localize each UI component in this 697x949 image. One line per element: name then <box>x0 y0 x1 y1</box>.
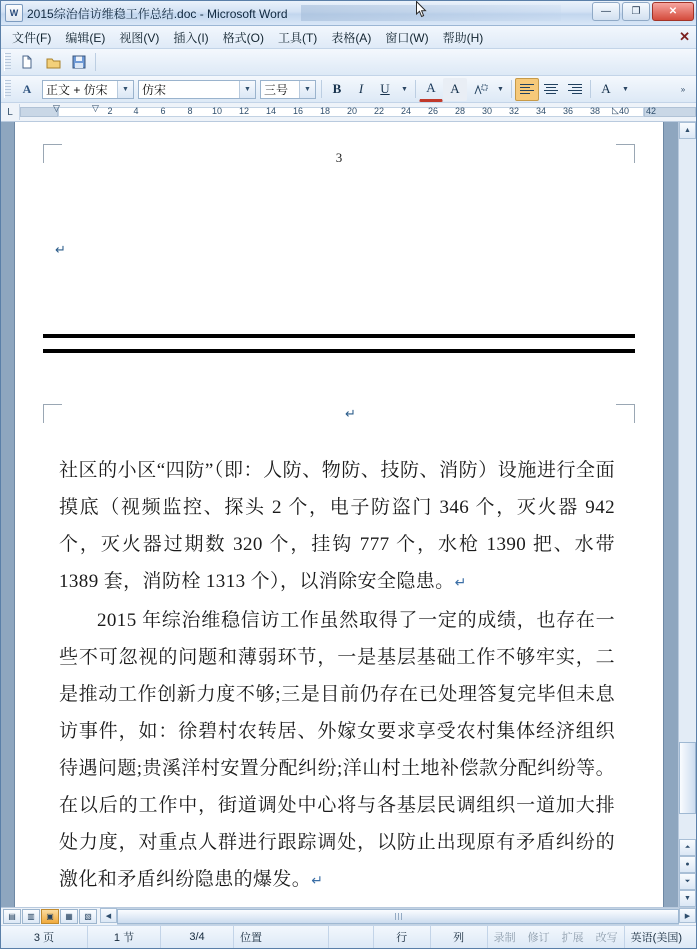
window-controls <box>592 2 694 21</box>
body-start-pilcrow: ↵ <box>345 406 356 421</box>
paragraph-pilcrow: ↵ <box>311 874 324 889</box>
menu-view[interactable]: 视图(V) <box>119 30 160 45</box>
left-indent-marker[interactable]: ▽ <box>92 103 99 113</box>
character-border-chevron-down-icon[interactable]: ▼ <box>497 85 504 93</box>
body-marker-top-left <box>43 404 62 423</box>
scroll-thumb-grip-icon <box>395 913 402 920</box>
next-page-button[interactable]: ⏷ <box>679 873 696 890</box>
toolbar-overflow <box>670 78 696 101</box>
toolbar-separator-2 <box>321 80 322 98</box>
underline-button[interactable]: U <box>380 81 390 96</box>
ruler-tick: 32 <box>508 106 520 116</box>
maximize-button[interactable]: ❐ <box>622 2 650 21</box>
style-combo[interactable] <box>42 80 134 99</box>
right-indent-marker[interactable]: ◺ <box>612 105 619 115</box>
paragraph-text: 2015 年综治维稳信访工作虽然取得了一定的成绩，也存在一些不可忽视的问题和薄弱环节，一是基层基础工作不够牢实，二是推动工作创新力度不够;三是目前仍存在已处理答复完毕但未息访事件，如：徐碧村农转居、外嫁女要求享受农村集体经济组织待遇问题;贵溪洋村安置分配纠纷;洋山村土地补偿款分配纠纷等。在以后的工作中，街道调处中心将与各基层民调组织一道加大排处力度，对重点人群进行跟踪调处，以防止出现原有矛盾纠纷的激化和矛盾纠纷隐患的爆发。 <box>59 610 615 890</box>
ruler-tick: 6 <box>160 106 166 116</box>
font-size-combo-chevron-down-icon[interactable]: ▼ <box>299 81 315 98</box>
scroll-down-button[interactable]: ▼ <box>679 890 696 907</box>
toolbar-grip[interactable] <box>4 53 11 71</box>
ruler-tick: 18 <box>319 106 331 116</box>
character-shading-button[interactable]: A <box>443 78 467 101</box>
font-combo-chevron-down-icon[interactable]: ▼ <box>239 81 255 98</box>
view-buttons <box>1 908 98 925</box>
ruler-tick: 14 <box>265 106 277 116</box>
paragraph <box>59 602 615 900</box>
status-page: 3 页 <box>1 926 88 948</box>
font-combo-value: 仿宋 <box>142 82 167 97</box>
align-left-icon <box>520 84 534 95</box>
document-body[interactable] <box>59 452 615 900</box>
toolbar-separator-5 <box>590 80 591 98</box>
menu-format[interactable]: 格式(O) <box>222 30 264 45</box>
ruler-tick: 38 <box>589 106 601 116</box>
status-column: 列 <box>431 926 488 948</box>
close-document-icon[interactable]: ✕ <box>679 29 690 44</box>
status-overtype[interactable]: 改写 <box>590 926 625 948</box>
status-line: 行 <box>374 926 431 948</box>
menu-table[interactable]: 表格(A) <box>331 30 372 45</box>
styles-button[interactable]: A <box>601 81 611 96</box>
open-folder-icon[interactable] <box>41 51 65 74</box>
word-doc-icon: W <box>5 4 23 22</box>
toolbar-separator-4 <box>511 80 512 98</box>
first-line-indent-marker[interactable]: ▽ <box>53 103 60 113</box>
ruler-tick: 22 <box>373 106 385 116</box>
font-size-combo[interactable] <box>260 80 316 99</box>
align-center-icon <box>544 84 558 95</box>
font-size-combo-value: 三号 <box>264 82 289 97</box>
ruler-tick: 34 <box>535 106 547 116</box>
document-page[interactable] <box>15 122 663 907</box>
reading-view-button[interactable]: ▧ <box>79 909 97 924</box>
status-spacer <box>329 926 374 948</box>
align-center-button[interactable] <box>539 78 563 101</box>
web-layout-view-button[interactable]: ▥ <box>22 909 40 924</box>
vertical-scroll-thumb[interactable] <box>679 742 696 814</box>
previous-page-button[interactable]: ⏶ <box>679 839 696 856</box>
status-record-macro[interactable]: 录制 <box>493 932 516 944</box>
ruler-tick: 26 <box>427 106 439 116</box>
header-rule <box>43 334 635 353</box>
menu-tools[interactable]: 工具(T) <box>277 30 318 45</box>
align-left-button[interactable] <box>515 78 539 101</box>
print-layout-view-button[interactable]: ▣ <box>41 909 59 924</box>
paragraph <box>59 452 615 602</box>
status-language[interactable]: 英语(美国) <box>630 932 682 944</box>
toolbar-separator-3 <box>415 80 416 98</box>
horizontal-scroll-thumb[interactable] <box>117 909 679 924</box>
toolbar-options-icon[interactable]: » <box>680 84 686 94</box>
ruler-strip[interactable] <box>20 104 696 120</box>
header-pilcrow: ↵ <box>55 242 66 257</box>
page-content <box>15 122 663 907</box>
status-track-changes[interactable]: 修订 <box>527 932 550 944</box>
horizontal-scrollbar[interactable] <box>100 908 696 925</box>
paragraph-pilcrow: ↵ <box>454 576 467 591</box>
status-bar <box>1 925 696 948</box>
align-right-button[interactable] <box>563 78 587 101</box>
close-button[interactable]: ✕ <box>652 2 694 21</box>
status-section: 1 节 <box>88 926 161 948</box>
select-browse-object-button[interactable]: ● <box>679 856 696 873</box>
title-bar <box>1 1 696 26</box>
save-icon[interactable] <box>67 51 91 74</box>
horizontal-scroll-track[interactable] <box>117 908 679 925</box>
ruler-tick: 24 <box>400 106 412 116</box>
view-and-hscroll-row <box>1 907 696 925</box>
scroll-left-button[interactable]: ◀ <box>100 908 117 923</box>
ruler-tick: 30 <box>481 106 493 116</box>
header-page-number: 3 <box>335 150 343 165</box>
toolbar-separator <box>95 53 96 71</box>
scroll-right-button[interactable]: ▶ <box>679 908 696 923</box>
menu-file[interactable]: 文件(F) <box>12 30 52 45</box>
ruler-tick: 20 <box>346 106 358 116</box>
horizontal-ruler[interactable] <box>1 103 696 122</box>
ruler-tick: 42 <box>645 106 657 116</box>
character-border-icon[interactable] <box>468 78 492 101</box>
status-extend-selection[interactable]: 扩展 <box>561 932 584 944</box>
menu-help[interactable]: 帮助(H) <box>442 30 484 45</box>
menu-bar <box>1 26 696 49</box>
new-document-icon[interactable] <box>15 51 39 74</box>
status-page-of-total: 3/4 <box>161 926 234 948</box>
font-color-button[interactable]: A <box>419 77 443 102</box>
document-area[interactable] <box>1 122 696 907</box>
ruler-tick: 16 <box>292 106 304 116</box>
styles-and-formatting-icon[interactable]: A <box>22 81 32 96</box>
menu-window[interactable]: 窗口(W) <box>385 30 429 45</box>
paragraph-text: 社区的小区“四防”（即：人防、物防、技防、消防）设施进行全面摸底（视频监控、探头 2 个，电子防盗门 346 个，灭火器 942 个，灭火器过期数 320 个，挂钩 777 个，水枪 1390 把、水带 1389 套，消防栓 1313 个），以消除安全隐患。 <box>59 460 615 592</box>
formatting-toolbar-grip[interactable] <box>4 80 11 98</box>
title-bar-highlight <box>301 5 561 21</box>
ruler-tick: 2 <box>107 106 113 116</box>
body-marker-top-right <box>616 404 635 423</box>
bold-button[interactable]: B <box>332 81 342 96</box>
window-title: 2015综治信访维稳工作总结.doc - Microsoft Word <box>27 6 288 21</box>
ruler-tick: 4 <box>133 106 139 116</box>
vertical-scroll-track[interactable] <box>679 139 696 839</box>
ruler-tick: 36 <box>562 106 574 116</box>
normal-view-button[interactable]: ▤ <box>3 909 21 924</box>
ruler-tick: 40 <box>618 106 630 116</box>
font-combo[interactable] <box>138 80 256 99</box>
formatting-toolbar <box>1 76 696 103</box>
minimize-button[interactable]: — <box>592 2 620 21</box>
tab-selector-button[interactable]: L <box>1 104 20 120</box>
underline-options-chevron-down-icon[interactable]: ▼ <box>401 85 408 93</box>
italic-button[interactable]: I <box>358 81 364 96</box>
align-right-icon <box>568 84 582 95</box>
menu-edit[interactable]: 编辑(E) <box>65 30 106 45</box>
ruler-tick: 12 <box>238 106 250 116</box>
standard-toolbar <box>1 49 696 76</box>
ruler-tick: 10 <box>211 106 223 116</box>
status-position: 位置 <box>234 926 329 948</box>
menu-insert[interactable]: 插入(I) <box>173 30 209 45</box>
style-combo-chevron-down-icon[interactable]: ▼ <box>117 81 133 98</box>
vertical-scrollbar[interactable] <box>678 122 696 907</box>
styles-chevron-down-icon[interactable]: ▼ <box>622 85 629 93</box>
scroll-up-button[interactable]: ▲ <box>679 122 696 139</box>
style-combo-value: 正文 + 仿宋 <box>46 82 108 97</box>
outline-view-button[interactable]: ▦ <box>60 909 78 924</box>
ruler-tick: 28 <box>454 106 466 116</box>
ruler-tick: 8 <box>187 106 193 116</box>
